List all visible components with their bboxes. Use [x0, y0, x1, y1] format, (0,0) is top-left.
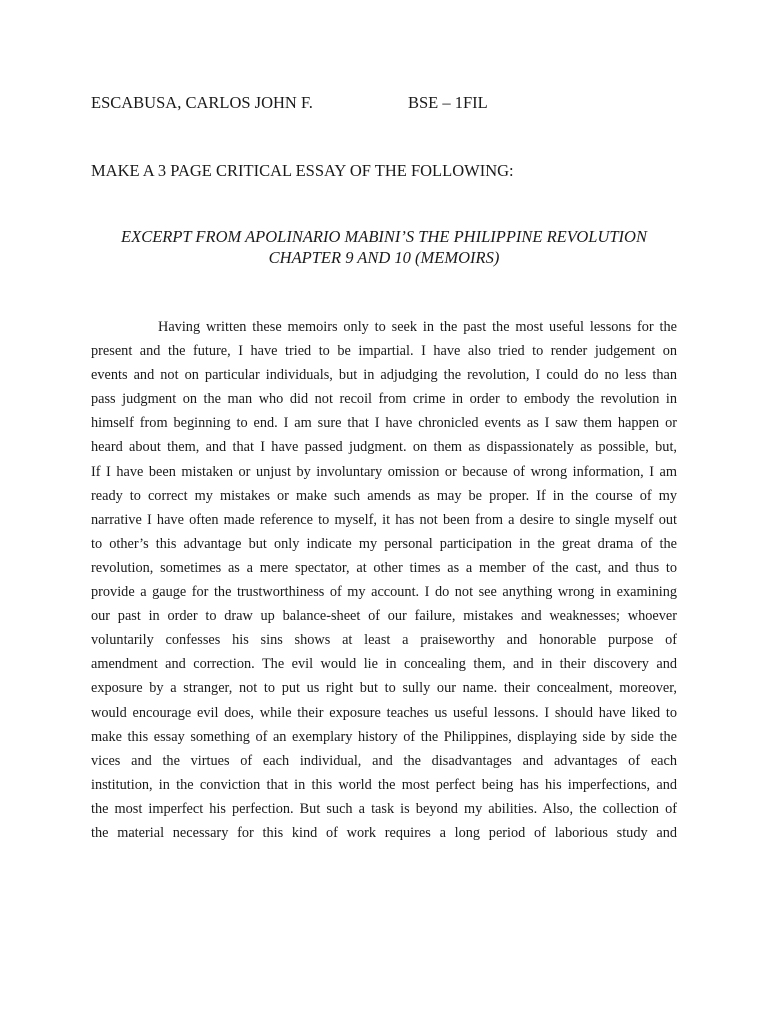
body-line: would encourage evil does, while their exposure teaches us useful lessons. I should have liked to [91, 704, 677, 721]
body-line: to other’s this advantage but only indicate my personal participation in the great drama of the [91, 535, 677, 552]
body-line: make this essay something of an exemplary history of the Philippines, displaying side by side the [91, 728, 677, 745]
body-line: Having written these memoirs only to seek in the past the most useful lessons for the [158, 319, 677, 335]
essay-instruction: MAKE A 3 PAGE CRITICAL ESSAY OF THE FOLLOWING: [91, 161, 514, 180]
body-line: events and not on particular individuals, but in adjudging the revolution, I could do no less than [91, 367, 677, 384]
body-line: institution, in the conviction that in this world the most perfect being has his imperfections, and [91, 776, 677, 793]
student-name: ESCABUSA, CARLOS JOHN F. [91, 93, 313, 112]
body-line: present and the future, I have tried to be impartial. I have also tried to render judgement on [91, 343, 677, 360]
excerpt-title [91, 226, 677, 268]
body-line: the material necessary for this kind of work requires a long period of laborious study and [91, 824, 677, 841]
body-line: amendment and correction. The evil would lie in concealing them, and in their discovery and [91, 656, 677, 673]
body-line: vices and the virtues of each individual, and the disadvantages and advantages of each [91, 752, 677, 769]
body-line: narrative I have often made reference to myself, it has not been from a desire to single myself out [91, 511, 677, 528]
body-line: pass judgment on the man who did not recoil from crime in order to embody the revolution in [91, 391, 677, 408]
body-line: revolution, sometimes as a mere spectator, at other times as a member of the cast, and thus to [91, 559, 677, 576]
body-line: If I have been mistaken or unjust by involuntary omission or because of wrong information, I am [91, 463, 677, 480]
excerpt-title-line-1: EXCERPT FROM APOLINARIO MABINI’S THE PHILIPPINE REVOLUTION [121, 227, 647, 246]
body-line: himself from beginning to end. I am sure that I have chronicled events as I saw them happen or [91, 415, 677, 432]
body-line: our past in order to draw up balance-sheet of our failure, mistakes and weaknesses; whoever [91, 608, 677, 625]
body-line: provide a gauge for the trustworthiness of my account. I do not see anything wrong in examining [91, 584, 677, 601]
student-header [91, 93, 488, 113]
course-section: BSE – 1FIL [408, 93, 488, 112]
excerpt-title-line-2: CHAPTER 9 AND 10 (MEMOIRS) [268, 248, 500, 267]
body-line: heard about them, and that I have passed judgment. on them as dispassionately as possible, but, [91, 439, 677, 456]
body-line: the most imperfect his perfection. But such a task is beyond my abilities. Also, the collection of [91, 800, 677, 817]
body-line: ready to correct my mistakes or make such amends as may be proper. If in the course of my [91, 487, 677, 504]
essay-body [91, 315, 677, 845]
body-line: voluntarily confesses his sins shows at least a praiseworthy and honorable purpose of [91, 632, 677, 649]
body-line: exposure by a stranger, not to put us right but to sully our name. their concealment, moreover, [91, 680, 677, 697]
